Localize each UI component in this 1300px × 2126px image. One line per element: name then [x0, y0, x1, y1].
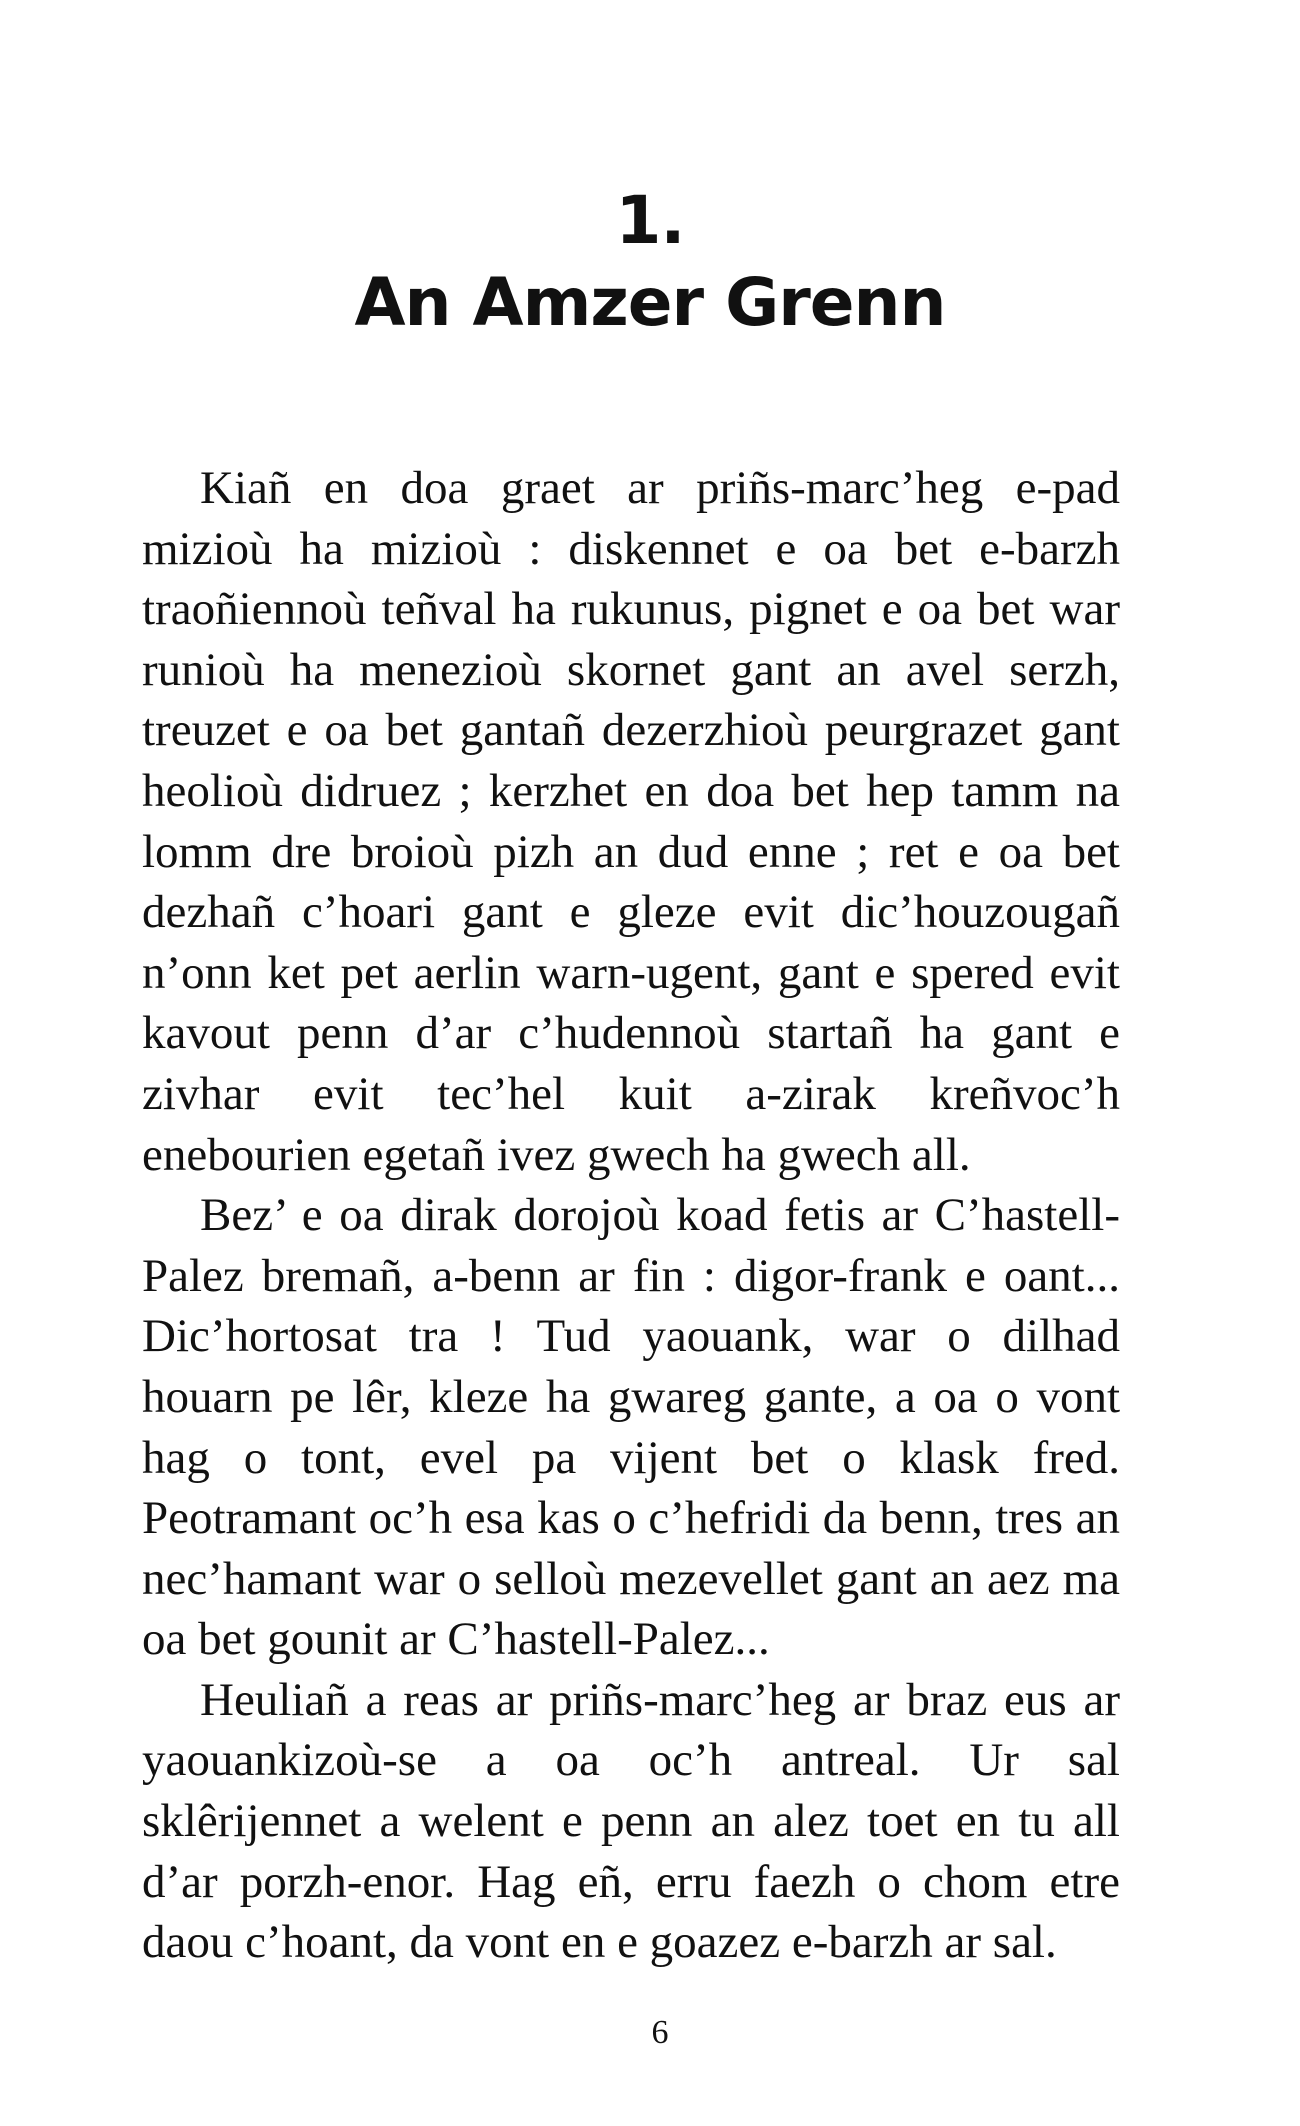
paragraph-3: Heuliañ a reas ar priñs-marc’heg ar braz eus ar yaouankizoù-se a oa oc’h antreal. Ur sal sklêrijennet a welent e penn an alez toet en tu all d’ar porzh-enor. Hag eñ, erru faezh o chom etre daou c’hoant, da vont en e goazez e-barzh ar sal. — [142, 1673, 1120, 1969]
chapter-heading — [0, 180, 1300, 344]
paragraph-2: Bez’ e oa dirak dorojoù koad fetis ar C’hastell-Palez bremañ, a-benn ar fin : digor-frank e oant... Dic’hortosat tra ! Tud yaouank, war o dilhad houarn pe lêr, kleze ha gwareg gante, a oa o vont hag o tont, evel pa vijent bet o klask fred. Peotramant oc’h esa kas o c’hefridi da benn, tres an nec’hamant war o selloù mezevellet gant an aez ma oa bet gounit ar C’hastell-Palez... — [142, 1189, 1120, 1666]
chapter-number: 1. — [615, 182, 685, 259]
page-number: 6 — [651, 2014, 669, 2051]
body-text — [142, 458, 1120, 1973]
paragraph-1: Kiañ en doa graet ar priñs-marc’heg e-pad mizioù ha mizioù : diskennet e oa bet e-barzh traoñiennoù teñval ha rukunus, pignet e oa bet war runioù ha menezioù skornet gant an avel serzh, treuzet e oa bet gantañ dezerzhioù peurgrazet gant heolioù didruez ; kerzhet en doa bet hep tamm na lomm dre broioù pizh an dud enne ; ret e oa bet dezhañ c’hoari gant e gleze evit dic’houzougañ n’onn ket pet aerlin warn-ugent, gant e spered evit kavout penn d’ar c’hudennoù startañ ha gant e zivhar evit tec’hel kuit a-zirak kreñvoc’h enebourien egetañ ivez gwech ha gwech all. — [142, 462, 1120, 1181]
chapter-title: An Amzer Grenn — [354, 264, 946, 341]
